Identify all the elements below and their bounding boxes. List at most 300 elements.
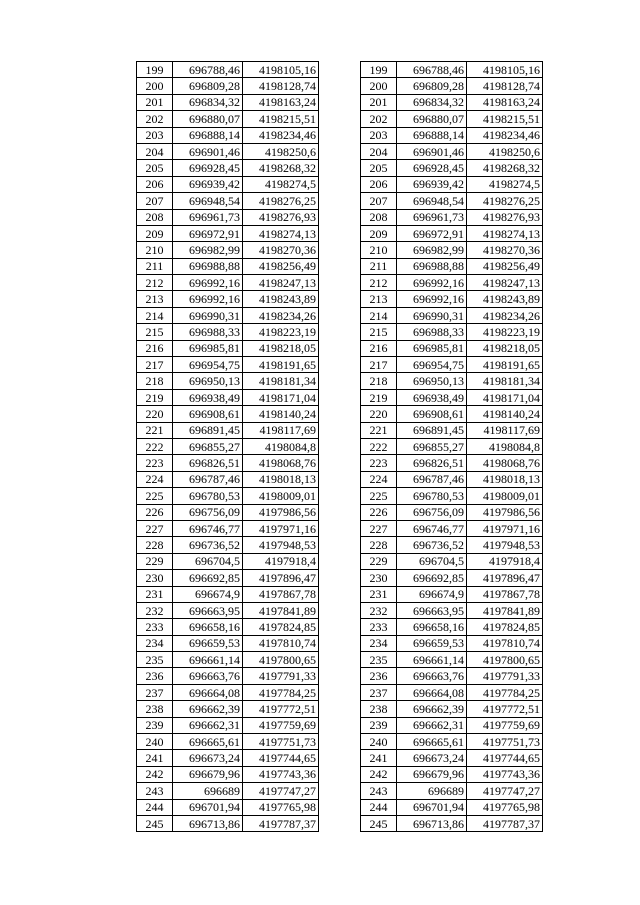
y-coordinate-cell: 4198009,01 bbox=[243, 488, 319, 504]
point-number-cell: 214 bbox=[361, 307, 397, 323]
y-coordinate-cell: 4197744,65 bbox=[467, 750, 543, 766]
x-coordinate-cell: 696990,31 bbox=[397, 307, 467, 323]
x-coordinate-cell: 696950,13 bbox=[173, 373, 243, 389]
point-number-cell: 237 bbox=[137, 684, 173, 700]
point-number-cell: 214 bbox=[137, 307, 173, 323]
table-row bbox=[137, 586, 319, 602]
point-number-cell: 227 bbox=[361, 520, 397, 536]
y-coordinate-cell: 4198234,26 bbox=[467, 307, 543, 323]
point-number-cell: 211 bbox=[137, 258, 173, 274]
x-coordinate-cell: 696834,32 bbox=[173, 94, 243, 110]
y-coordinate-cell: 4198256,49 bbox=[243, 258, 319, 274]
y-coordinate-cell: 4198068,76 bbox=[243, 455, 319, 471]
point-number-cell: 226 bbox=[361, 504, 397, 520]
table-row bbox=[137, 275, 319, 291]
point-number-cell: 203 bbox=[137, 127, 173, 143]
coordinate-table-right bbox=[360, 61, 543, 832]
table-row bbox=[137, 307, 319, 323]
table-row bbox=[137, 652, 319, 668]
table-row bbox=[137, 242, 319, 258]
x-coordinate-cell: 696809,28 bbox=[397, 78, 467, 94]
point-number-cell: 222 bbox=[361, 438, 397, 454]
table-row bbox=[361, 750, 543, 766]
x-coordinate-cell: 696713,86 bbox=[173, 815, 243, 831]
point-number-cell: 203 bbox=[361, 127, 397, 143]
x-coordinate-cell: 696673,24 bbox=[173, 750, 243, 766]
y-coordinate-cell: 4198256,49 bbox=[467, 258, 543, 274]
point-number-cell: 213 bbox=[361, 291, 397, 307]
y-coordinate-cell: 4198105,16 bbox=[467, 62, 543, 78]
point-number-cell: 221 bbox=[137, 422, 173, 438]
point-number-cell: 217 bbox=[137, 357, 173, 373]
table-row bbox=[137, 357, 319, 373]
table-row bbox=[137, 62, 319, 78]
table-row bbox=[361, 684, 543, 700]
table-row bbox=[361, 291, 543, 307]
point-number-cell: 229 bbox=[137, 553, 173, 569]
x-coordinate-cell: 696954,75 bbox=[173, 357, 243, 373]
x-coordinate-cell: 696756,09 bbox=[397, 504, 467, 520]
y-coordinate-cell: 4197759,69 bbox=[243, 717, 319, 733]
table-row bbox=[361, 373, 543, 389]
y-coordinate-cell: 4198215,51 bbox=[243, 111, 319, 127]
x-coordinate-cell: 696663,95 bbox=[397, 602, 467, 618]
point-number-cell: 213 bbox=[137, 291, 173, 307]
table-row bbox=[361, 340, 543, 356]
table-row bbox=[361, 717, 543, 733]
point-number-cell: 207 bbox=[137, 193, 173, 209]
point-number-cell: 235 bbox=[361, 652, 397, 668]
x-coordinate-cell: 696988,33 bbox=[173, 324, 243, 340]
table-row bbox=[361, 619, 543, 635]
x-coordinate-cell: 696658,16 bbox=[173, 619, 243, 635]
table-row bbox=[137, 455, 319, 471]
x-coordinate-cell: 696787,46 bbox=[397, 471, 467, 487]
point-number-cell: 212 bbox=[137, 275, 173, 291]
y-coordinate-cell: 4198163,24 bbox=[243, 94, 319, 110]
y-coordinate-cell: 4198223,19 bbox=[467, 324, 543, 340]
y-coordinate-cell: 4198234,46 bbox=[243, 127, 319, 143]
x-coordinate-cell: 696938,49 bbox=[173, 389, 243, 405]
point-number-cell: 233 bbox=[361, 619, 397, 635]
point-number-cell: 207 bbox=[361, 193, 397, 209]
y-coordinate-cell: 4198276,25 bbox=[243, 193, 319, 209]
point-number-cell: 221 bbox=[361, 422, 397, 438]
x-coordinate-cell: 696826,51 bbox=[397, 455, 467, 471]
x-coordinate-cell: 696788,46 bbox=[173, 62, 243, 78]
point-number-cell: 232 bbox=[361, 602, 397, 618]
point-number-cell: 216 bbox=[137, 340, 173, 356]
table-row bbox=[137, 111, 319, 127]
point-number-cell: 199 bbox=[137, 62, 173, 78]
point-number-cell: 223 bbox=[137, 455, 173, 471]
x-coordinate-cell: 696704,5 bbox=[173, 553, 243, 569]
point-number-cell: 243 bbox=[361, 783, 397, 799]
y-coordinate-cell: 4198247,13 bbox=[467, 275, 543, 291]
y-coordinate-cell: 4198009,01 bbox=[467, 488, 543, 504]
table-row bbox=[137, 799, 319, 815]
x-coordinate-cell: 696891,45 bbox=[397, 422, 467, 438]
point-number-cell: 227 bbox=[137, 520, 173, 536]
x-coordinate-cell: 696908,61 bbox=[397, 406, 467, 422]
table-row bbox=[361, 78, 543, 94]
x-coordinate-cell: 696736,52 bbox=[397, 537, 467, 553]
x-coordinate-cell: 696692,85 bbox=[173, 570, 243, 586]
table-row bbox=[137, 570, 319, 586]
x-coordinate-cell: 696662,39 bbox=[397, 701, 467, 717]
table-row bbox=[137, 258, 319, 274]
x-coordinate-cell: 696880,07 bbox=[173, 111, 243, 127]
table-row bbox=[137, 750, 319, 766]
x-coordinate-cell: 696780,53 bbox=[397, 488, 467, 504]
table-row bbox=[361, 602, 543, 618]
table-row bbox=[361, 62, 543, 78]
table-row bbox=[137, 406, 319, 422]
x-coordinate-cell: 696982,99 bbox=[397, 242, 467, 258]
point-number-cell: 204 bbox=[137, 143, 173, 159]
point-number-cell: 210 bbox=[361, 242, 397, 258]
table-row bbox=[137, 766, 319, 782]
table-row bbox=[361, 225, 543, 241]
point-number-cell: 219 bbox=[361, 389, 397, 405]
point-number-cell: 226 bbox=[137, 504, 173, 520]
x-coordinate-cell: 696746,77 bbox=[397, 520, 467, 536]
point-number-cell: 210 bbox=[137, 242, 173, 258]
y-coordinate-cell: 4198243,89 bbox=[243, 291, 319, 307]
point-number-cell: 243 bbox=[137, 783, 173, 799]
table-row bbox=[137, 717, 319, 733]
y-coordinate-cell: 4198276,93 bbox=[467, 209, 543, 225]
point-number-cell: 239 bbox=[361, 717, 397, 733]
table-row bbox=[137, 537, 319, 553]
point-number-cell: 242 bbox=[137, 766, 173, 782]
point-number-cell: 233 bbox=[137, 619, 173, 635]
point-number-cell: 231 bbox=[137, 586, 173, 602]
x-coordinate-cell: 696756,09 bbox=[173, 504, 243, 520]
x-coordinate-cell: 696880,07 bbox=[397, 111, 467, 127]
point-number-cell: 234 bbox=[361, 635, 397, 651]
point-number-cell: 218 bbox=[137, 373, 173, 389]
point-number-cell: 241 bbox=[137, 750, 173, 766]
y-coordinate-cell: 4197948,53 bbox=[467, 537, 543, 553]
y-coordinate-cell: 4197743,36 bbox=[467, 766, 543, 782]
table-row bbox=[361, 275, 543, 291]
x-coordinate-cell: 696746,77 bbox=[173, 520, 243, 536]
point-number-cell: 206 bbox=[137, 176, 173, 192]
x-coordinate-cell: 696704,5 bbox=[397, 553, 467, 569]
point-number-cell: 238 bbox=[361, 701, 397, 717]
y-coordinate-cell: 4198018,13 bbox=[243, 471, 319, 487]
x-coordinate-cell: 696972,91 bbox=[397, 225, 467, 241]
y-coordinate-cell: 4198274,13 bbox=[243, 225, 319, 241]
point-number-cell: 231 bbox=[361, 586, 397, 602]
y-coordinate-cell: 4197787,37 bbox=[243, 815, 319, 831]
point-number-cell: 205 bbox=[361, 160, 397, 176]
x-coordinate-cell: 696938,49 bbox=[397, 389, 467, 405]
point-number-cell: 200 bbox=[361, 78, 397, 94]
y-coordinate-cell: 4198171,04 bbox=[467, 389, 543, 405]
table-row bbox=[137, 78, 319, 94]
point-number-cell: 202 bbox=[361, 111, 397, 127]
y-coordinate-cell: 4198250,6 bbox=[467, 143, 543, 159]
table-row bbox=[361, 94, 543, 110]
table-row bbox=[137, 602, 319, 618]
point-number-cell: 228 bbox=[137, 537, 173, 553]
table-row bbox=[137, 520, 319, 536]
y-coordinate-cell: 4197759,69 bbox=[467, 717, 543, 733]
x-coordinate-cell: 696661,14 bbox=[173, 652, 243, 668]
x-coordinate-cell: 696939,42 bbox=[397, 176, 467, 192]
point-number-cell: 229 bbox=[361, 553, 397, 569]
table-row bbox=[137, 291, 319, 307]
table-row bbox=[137, 143, 319, 159]
y-coordinate-cell: 4198191,65 bbox=[467, 357, 543, 373]
table-row bbox=[137, 193, 319, 209]
y-coordinate-cell: 4197986,56 bbox=[243, 504, 319, 520]
y-coordinate-cell: 4198117,69 bbox=[467, 422, 543, 438]
x-coordinate-cell: 696689 bbox=[397, 783, 467, 799]
point-number-cell: 215 bbox=[361, 324, 397, 340]
y-coordinate-cell: 4197824,85 bbox=[243, 619, 319, 635]
table-row bbox=[137, 471, 319, 487]
table-row bbox=[361, 766, 543, 782]
y-coordinate-cell: 4197747,27 bbox=[467, 783, 543, 799]
y-coordinate-cell: 4197765,98 bbox=[243, 799, 319, 815]
table-row bbox=[361, 324, 543, 340]
y-coordinate-cell: 4197787,37 bbox=[467, 815, 543, 831]
table-row bbox=[361, 537, 543, 553]
table-row bbox=[137, 94, 319, 110]
x-coordinate-cell: 696928,45 bbox=[173, 160, 243, 176]
point-number-cell: 212 bbox=[361, 275, 397, 291]
table-row bbox=[361, 438, 543, 454]
x-coordinate-cell: 696939,42 bbox=[173, 176, 243, 192]
y-coordinate-cell: 4198274,5 bbox=[243, 176, 319, 192]
table-row bbox=[137, 619, 319, 635]
y-coordinate-cell: 4197918,4 bbox=[243, 553, 319, 569]
table-row bbox=[361, 570, 543, 586]
y-coordinate-cell: 4198117,69 bbox=[243, 422, 319, 438]
x-coordinate-cell: 696674,9 bbox=[173, 586, 243, 602]
table-row bbox=[361, 553, 543, 569]
point-number-cell: 217 bbox=[361, 357, 397, 373]
y-coordinate-cell: 4197918,4 bbox=[467, 553, 543, 569]
table-row bbox=[361, 422, 543, 438]
table-row bbox=[361, 209, 543, 225]
y-coordinate-cell: 4197841,89 bbox=[467, 602, 543, 618]
y-coordinate-cell: 4198084,8 bbox=[243, 438, 319, 454]
table-row bbox=[361, 586, 543, 602]
y-coordinate-cell: 4198234,26 bbox=[243, 307, 319, 323]
table-row bbox=[137, 701, 319, 717]
table-row bbox=[137, 668, 319, 684]
x-coordinate-cell: 696663,95 bbox=[173, 602, 243, 618]
y-coordinate-cell: 4198223,19 bbox=[243, 324, 319, 340]
table-row bbox=[361, 111, 543, 127]
y-coordinate-cell: 4198181,34 bbox=[467, 373, 543, 389]
y-coordinate-cell: 4197841,89 bbox=[243, 602, 319, 618]
x-coordinate-cell: 696663,76 bbox=[397, 668, 467, 684]
table-row bbox=[137, 422, 319, 438]
x-coordinate-cell: 696992,16 bbox=[173, 275, 243, 291]
y-coordinate-cell: 4198274,5 bbox=[467, 176, 543, 192]
x-coordinate-cell: 696988,33 bbox=[397, 324, 467, 340]
x-coordinate-cell: 696809,28 bbox=[173, 78, 243, 94]
coordinate-table-left bbox=[136, 61, 319, 832]
y-coordinate-cell: 4198234,46 bbox=[467, 127, 543, 143]
point-number-cell: 209 bbox=[361, 225, 397, 241]
y-coordinate-cell: 4198250,6 bbox=[243, 143, 319, 159]
x-coordinate-cell: 696988,88 bbox=[173, 258, 243, 274]
table-row bbox=[137, 373, 319, 389]
point-number-cell: 215 bbox=[137, 324, 173, 340]
table-row bbox=[137, 783, 319, 799]
x-coordinate-cell: 696679,96 bbox=[173, 766, 243, 782]
y-coordinate-cell: 4198128,74 bbox=[243, 78, 319, 94]
y-coordinate-cell: 4197986,56 bbox=[467, 504, 543, 520]
point-number-cell: 237 bbox=[361, 684, 397, 700]
y-coordinate-cell: 4198243,89 bbox=[467, 291, 543, 307]
point-number-cell: 245 bbox=[137, 815, 173, 831]
table-row bbox=[361, 127, 543, 143]
y-coordinate-cell: 4198191,65 bbox=[243, 357, 319, 373]
y-coordinate-cell: 4198140,24 bbox=[243, 406, 319, 422]
point-number-cell: 240 bbox=[361, 734, 397, 750]
table-row bbox=[137, 488, 319, 504]
x-coordinate-cell: 696908,61 bbox=[173, 406, 243, 422]
table-row bbox=[361, 160, 543, 176]
table-row bbox=[361, 193, 543, 209]
x-coordinate-cell: 696689 bbox=[173, 783, 243, 799]
x-coordinate-cell: 696901,46 bbox=[173, 143, 243, 159]
x-coordinate-cell: 696665,61 bbox=[173, 734, 243, 750]
y-coordinate-cell: 4197971,16 bbox=[467, 520, 543, 536]
y-coordinate-cell: 4198247,13 bbox=[243, 275, 319, 291]
table-row bbox=[137, 438, 319, 454]
point-number-cell: 219 bbox=[137, 389, 173, 405]
y-coordinate-cell: 4197896,47 bbox=[243, 570, 319, 586]
x-coordinate-cell: 696834,32 bbox=[397, 94, 467, 110]
x-coordinate-cell: 696961,73 bbox=[397, 209, 467, 225]
x-coordinate-cell: 696659,53 bbox=[397, 635, 467, 651]
table-row bbox=[137, 209, 319, 225]
x-coordinate-cell: 696855,27 bbox=[173, 438, 243, 454]
table-row bbox=[361, 799, 543, 815]
x-coordinate-cell: 696855,27 bbox=[397, 438, 467, 454]
point-number-cell: 224 bbox=[137, 471, 173, 487]
x-coordinate-cell: 696665,61 bbox=[397, 734, 467, 750]
point-number-cell: 239 bbox=[137, 717, 173, 733]
table-row bbox=[361, 783, 543, 799]
point-number-cell: 241 bbox=[361, 750, 397, 766]
point-number-cell: 205 bbox=[137, 160, 173, 176]
point-number-cell: 222 bbox=[137, 438, 173, 454]
point-number-cell: 244 bbox=[361, 799, 397, 815]
point-number-cell: 230 bbox=[137, 570, 173, 586]
x-coordinate-cell: 696674,9 bbox=[397, 586, 467, 602]
point-number-cell: 202 bbox=[137, 111, 173, 127]
x-coordinate-cell: 696701,94 bbox=[397, 799, 467, 815]
point-number-cell: 206 bbox=[361, 176, 397, 192]
point-number-cell: 208 bbox=[361, 209, 397, 225]
x-coordinate-cell: 696662,31 bbox=[397, 717, 467, 733]
y-coordinate-cell: 4197971,16 bbox=[243, 520, 319, 536]
y-coordinate-cell: 4197867,78 bbox=[467, 586, 543, 602]
y-coordinate-cell: 4198274,13 bbox=[467, 225, 543, 241]
point-number-cell: 209 bbox=[137, 225, 173, 241]
table-row bbox=[137, 553, 319, 569]
table-row bbox=[361, 307, 543, 323]
x-coordinate-cell: 696673,24 bbox=[397, 750, 467, 766]
table-row bbox=[137, 340, 319, 356]
point-number-cell: 234 bbox=[137, 635, 173, 651]
x-coordinate-cell: 696985,81 bbox=[397, 340, 467, 356]
x-coordinate-cell: 696901,46 bbox=[397, 143, 467, 159]
point-number-cell: 208 bbox=[137, 209, 173, 225]
table-row bbox=[361, 668, 543, 684]
table-row bbox=[361, 734, 543, 750]
point-number-cell: 204 bbox=[361, 143, 397, 159]
table-row bbox=[137, 635, 319, 651]
table-row bbox=[361, 488, 543, 504]
point-number-cell: 218 bbox=[361, 373, 397, 389]
point-number-cell: 225 bbox=[361, 488, 397, 504]
point-number-cell: 199 bbox=[361, 62, 397, 78]
y-coordinate-cell: 4197948,53 bbox=[243, 537, 319, 553]
point-number-cell: 232 bbox=[137, 602, 173, 618]
point-number-cell: 236 bbox=[137, 668, 173, 684]
table-row bbox=[137, 176, 319, 192]
y-coordinate-cell: 4198163,24 bbox=[467, 94, 543, 110]
point-number-cell: 238 bbox=[137, 701, 173, 717]
point-number-cell: 228 bbox=[361, 537, 397, 553]
table-row bbox=[361, 258, 543, 274]
table-row bbox=[137, 504, 319, 520]
x-coordinate-cell: 696990,31 bbox=[173, 307, 243, 323]
point-number-cell: 236 bbox=[361, 668, 397, 684]
x-coordinate-cell: 696985,81 bbox=[173, 340, 243, 356]
x-coordinate-cell: 696992,16 bbox=[173, 291, 243, 307]
x-coordinate-cell: 696992,16 bbox=[397, 275, 467, 291]
table-row bbox=[361, 357, 543, 373]
x-coordinate-cell: 696659,53 bbox=[173, 635, 243, 651]
table-row bbox=[361, 389, 543, 405]
x-coordinate-cell: 696948,54 bbox=[397, 193, 467, 209]
x-coordinate-cell: 696928,45 bbox=[397, 160, 467, 176]
y-coordinate-cell: 4197751,73 bbox=[467, 734, 543, 750]
y-coordinate-cell: 4197744,65 bbox=[243, 750, 319, 766]
x-coordinate-cell: 696662,39 bbox=[173, 701, 243, 717]
table-row bbox=[137, 324, 319, 340]
table-row bbox=[361, 176, 543, 192]
y-coordinate-cell: 4198181,34 bbox=[243, 373, 319, 389]
table-row bbox=[137, 225, 319, 241]
x-coordinate-cell: 696701,94 bbox=[173, 799, 243, 815]
table-row bbox=[137, 127, 319, 143]
y-coordinate-cell: 4197751,73 bbox=[243, 734, 319, 750]
point-number-cell: 245 bbox=[361, 815, 397, 831]
table-row bbox=[137, 684, 319, 700]
y-coordinate-cell: 4197743,36 bbox=[243, 766, 319, 782]
x-coordinate-cell: 696891,45 bbox=[173, 422, 243, 438]
y-coordinate-cell: 4198171,04 bbox=[243, 389, 319, 405]
table-row bbox=[361, 652, 543, 668]
x-coordinate-cell: 696736,52 bbox=[173, 537, 243, 553]
point-number-cell: 230 bbox=[361, 570, 397, 586]
x-coordinate-cell: 696972,91 bbox=[173, 225, 243, 241]
x-coordinate-cell: 696988,88 bbox=[397, 258, 467, 274]
table-row bbox=[137, 815, 319, 831]
